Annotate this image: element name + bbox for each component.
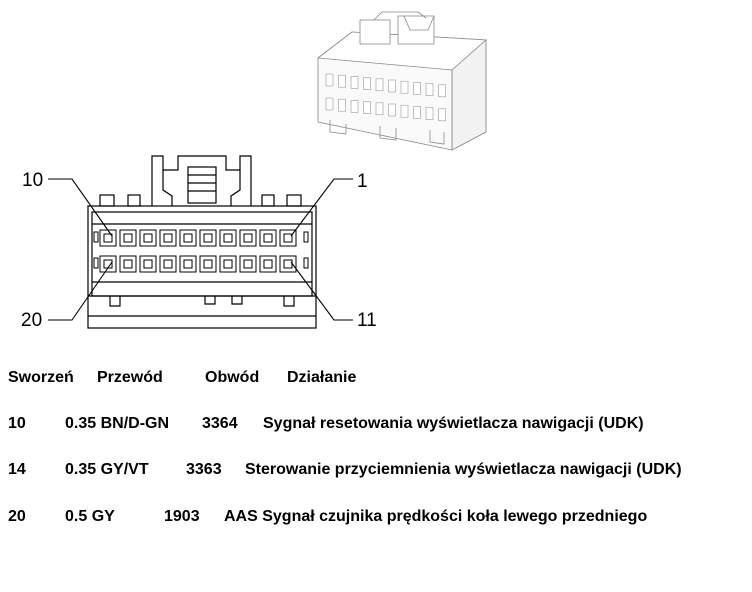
pin-label-20: 20 (21, 310, 43, 331)
pin-terminal (264, 260, 272, 268)
pin-cavity (240, 230, 256, 246)
leader-line-20 (48, 262, 112, 320)
iso-pin (376, 79, 383, 91)
pin-cavity (200, 256, 216, 272)
keying-mark (94, 232, 98, 242)
iso-pin (439, 109, 446, 121)
pin-terminal (164, 260, 172, 268)
row-circuit: 1903 (164, 508, 200, 525)
pin-terminal (284, 260, 292, 268)
row-circuit: 3363 (186, 461, 222, 478)
pin-label-10: 10 (22, 170, 44, 191)
iso-pin (376, 103, 383, 115)
row-wire: 0.5 GY (65, 508, 115, 525)
pin-cavity (100, 230, 116, 246)
header-wire: Przewód (97, 369, 163, 386)
pin-cavity (220, 256, 236, 272)
pin-terminal (264, 234, 272, 242)
row-pin: 20 (8, 508, 26, 525)
keying-mark (304, 232, 308, 242)
header-pin: Sworzeń (8, 369, 74, 386)
pin-label-11: 11 (357, 310, 377, 331)
pin-cavities (94, 230, 308, 272)
iso-pin (351, 76, 358, 88)
pin-cavity (180, 256, 196, 272)
pin-cavity (280, 256, 296, 272)
pin-terminal (244, 260, 252, 268)
iso-pin (389, 104, 396, 116)
iso-pin (364, 78, 371, 90)
iso-pin (426, 84, 433, 96)
pin-cavity (240, 256, 256, 272)
header-circuit: Obwód (205, 369, 260, 386)
pin-terminal (224, 260, 232, 268)
iso-pin (401, 81, 408, 93)
iso-pin (339, 75, 346, 87)
row-pin: 14 (8, 461, 26, 478)
pin-cavity (140, 230, 156, 246)
row-wire: 0.35 BN/D-GN (65, 415, 170, 432)
pin-terminal (124, 234, 132, 242)
pin-cavity (260, 256, 276, 272)
pin-cavity (160, 230, 176, 246)
pin-terminal (224, 234, 232, 242)
row-function: Sygnał resetowania wyświetlacza nawigacji (UDK) (263, 415, 644, 432)
leader-line-1 (291, 179, 353, 236)
pin-cavity (120, 256, 136, 272)
pin-cavity (180, 230, 196, 246)
pin-terminal (284, 234, 292, 242)
pin-terminal (204, 260, 212, 268)
pin-terminal (124, 260, 132, 268)
row-function: Sterowanie przyciemnienia wyświetlacza nawigacji (UDK) (245, 461, 682, 478)
row-circuit: 3364 (202, 415, 238, 432)
row-pin: 10 (8, 415, 26, 432)
pin-terminal (244, 234, 252, 242)
pin-cavity (100, 256, 116, 272)
leader-lines (48, 179, 353, 320)
pin-cavity (260, 230, 276, 246)
row-function: AAS Sygnał czujnika prędkości koła lewego przedniego (224, 508, 648, 525)
pin-terminal (204, 234, 212, 242)
pin-terminal (184, 234, 192, 242)
pin-terminal (184, 260, 192, 268)
pin-cavity (120, 230, 136, 246)
iso-pin (339, 99, 346, 111)
iso-pin (351, 100, 358, 112)
leader-line-11 (291, 262, 353, 320)
iso-pin (414, 82, 421, 94)
pin-terminal (164, 234, 172, 242)
iso-pin (426, 108, 433, 120)
iso-pin (414, 106, 421, 118)
connector-front-view (88, 156, 316, 328)
pin-cavity (200, 230, 216, 246)
pin-terminal (144, 260, 152, 268)
row-wire: 0.35 GY/VT (65, 461, 149, 478)
iso-pin (326, 98, 333, 110)
iso-pin (401, 105, 408, 117)
pin-cavity (140, 256, 156, 272)
iso-pin (364, 102, 371, 114)
iso-pin (439, 85, 446, 97)
keying-mark (304, 258, 308, 268)
pin-cavity (220, 230, 236, 246)
connector-3d-view (318, 12, 486, 150)
iso-pin (326, 74, 333, 86)
pin-label-1: 1 (357, 171, 368, 192)
iso-pin (389, 80, 396, 92)
keying-mark (94, 258, 98, 268)
pin-cavity (160, 256, 176, 272)
header-function: Działanie (287, 369, 357, 386)
leader-line-10 (48, 179, 112, 236)
pin-terminal (144, 234, 152, 242)
